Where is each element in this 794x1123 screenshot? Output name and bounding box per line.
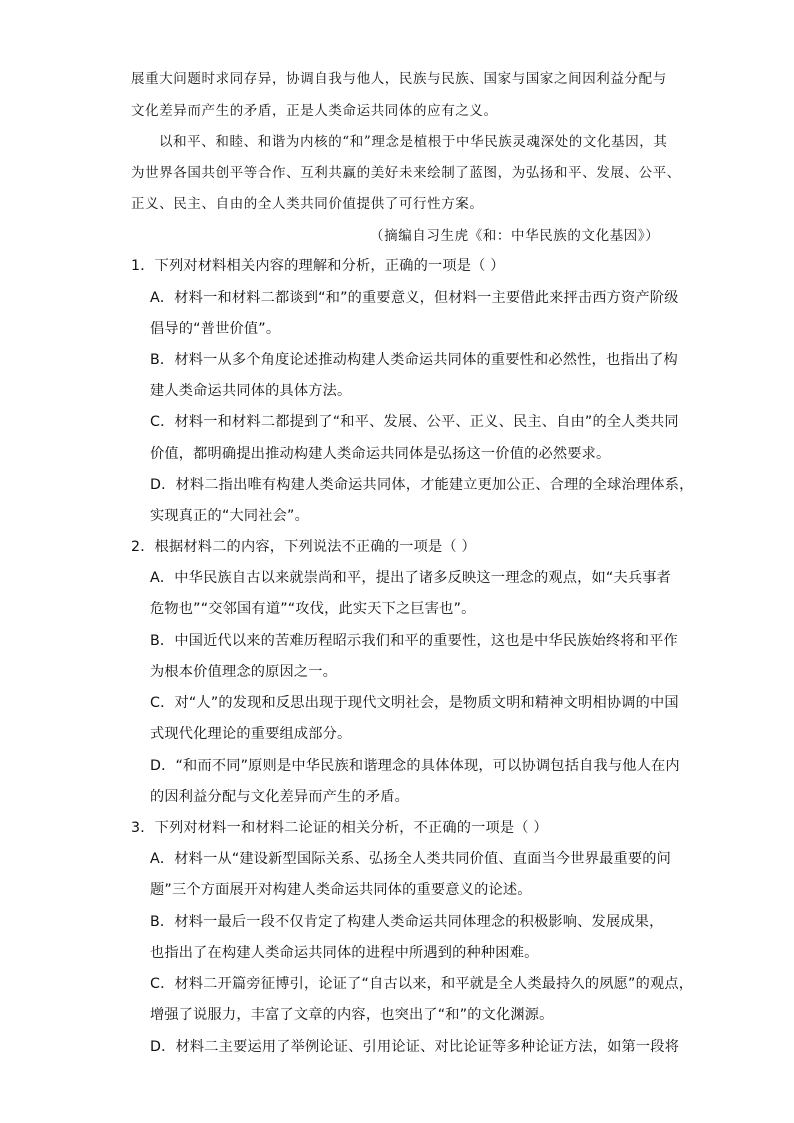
question-stem: 2．根据材料二的内容，下列说法不正确的一项是（ ） [131, 539, 476, 555]
passage-line: 展重大问题时求同存异，协调自我与他人，民族与民族、国家与国家之间因利益分配与 [131, 71, 667, 87]
option-line: 危物也”“交邻国有道”“攻伐，此实天下之巨害也”。 [150, 601, 476, 617]
option-line: 为根本价值理念的原因之一。 [150, 664, 338, 680]
passage-line: 正义、民主、自由的全人类共同价值提供了可行性方案。 [131, 196, 484, 212]
option-line: C．材料一和材料二都提到了“和平、发展、公平、正义、民主、自由”的全人类共同 [150, 414, 679, 430]
option-line: D．材料二指出唯有构建人类命运共同体，才能建立更加公正、合理的全球治理体系， [150, 477, 694, 493]
question-stem: 1．下列对材料相关内容的理解和分析，正确的一项是（ ） [131, 258, 505, 274]
option-line: 的因利益分配与文化差异而产生的矛盾。 [150, 789, 409, 805]
option-line: 式现代化理论的重要组成部分。 [150, 726, 352, 742]
option-line: B．中国近代以来的苦难历程昭示我们和平的重要性，这也是中华民族始终将和平作 [150, 633, 678, 649]
option-line: B．材料一从多个角度论述推动构建人类命运共同体的重要性和必然性，也指出了构 [150, 352, 678, 368]
option-line: 增强了说服力，丰富了文章的内容，也突出了“和”的文化渊源。 [150, 1007, 554, 1023]
option-line: B．材料一最后一段不仅肯定了构建人类命运共同体理念的积极影响、发展成果， [150, 914, 664, 930]
option-line: A．中华民族自古以来就崇尚和平，提出了诸多反映这一理念的观点，如“夫兵事者 [150, 570, 672, 586]
passage-line: 以和平、和睦、和谐为内核的“和”理念是植根于中华民族灵魂深处的文化基因，其 [159, 134, 668, 150]
option-line: D．“和而不同”原则是中华民族和谐理念的具体体现，可以协调包括自我与他人在内 [150, 758, 680, 774]
option-line: 价值，都明确提出推动构建人类命运共同体是弘扬这一价值的必然要求。 [150, 446, 611, 462]
option-line: A．材料一和材料二都谈到“和”的重要意义，但材料一主要借此来抨击西方资产阶级 [150, 290, 679, 306]
passage-line: 文化差异而产生的矛盾，正是人类命运共同体的应有之义。 [131, 103, 498, 119]
option-line: 建人类命运共同体的具体方法。 [150, 383, 352, 399]
passage-source: （摘编自习生虎《和：中华民族的文化基因》） [370, 228, 660, 244]
option-line: 也指出了在构建人类命运共同体的进程中所遇到的种种困难。 [150, 945, 539, 961]
option-line: A．材料一从“建设新型国际关系、弘扬全人类共同价值、直面当今世界最重要的问 [150, 851, 672, 867]
option-line: 题”三个方面展开对构建人类命运共同体的重要意义的论述。 [150, 882, 532, 898]
option-line: D．材料二主要运用了举例论证、引用论证、对比论证等多种论证方法，如第一段将 [150, 1039, 680, 1055]
option-line: C．对“人”的发现和反思出现于现代文明社会，是物质文明和精神文明相协调的中国 [150, 695, 679, 711]
option-line: C．材料二开篇旁征博引，论证了“自古以来，和平就是全人类最持久的夙愿”的观点， [150, 976, 694, 992]
passage-line: 为世界各国共创平等合作、互利共赢的美好未来绘制了蓝图，为弘扬和平、发展、公平、 [131, 165, 681, 181]
option-line: 倡导的“普世价值”。 [150, 321, 281, 337]
question-stem: 3．下列对材料一和材料二论证的相关分析，不正确的一项是（ ） [131, 820, 548, 836]
option-line: 实现真正的“大同社会”。 [150, 508, 309, 524]
